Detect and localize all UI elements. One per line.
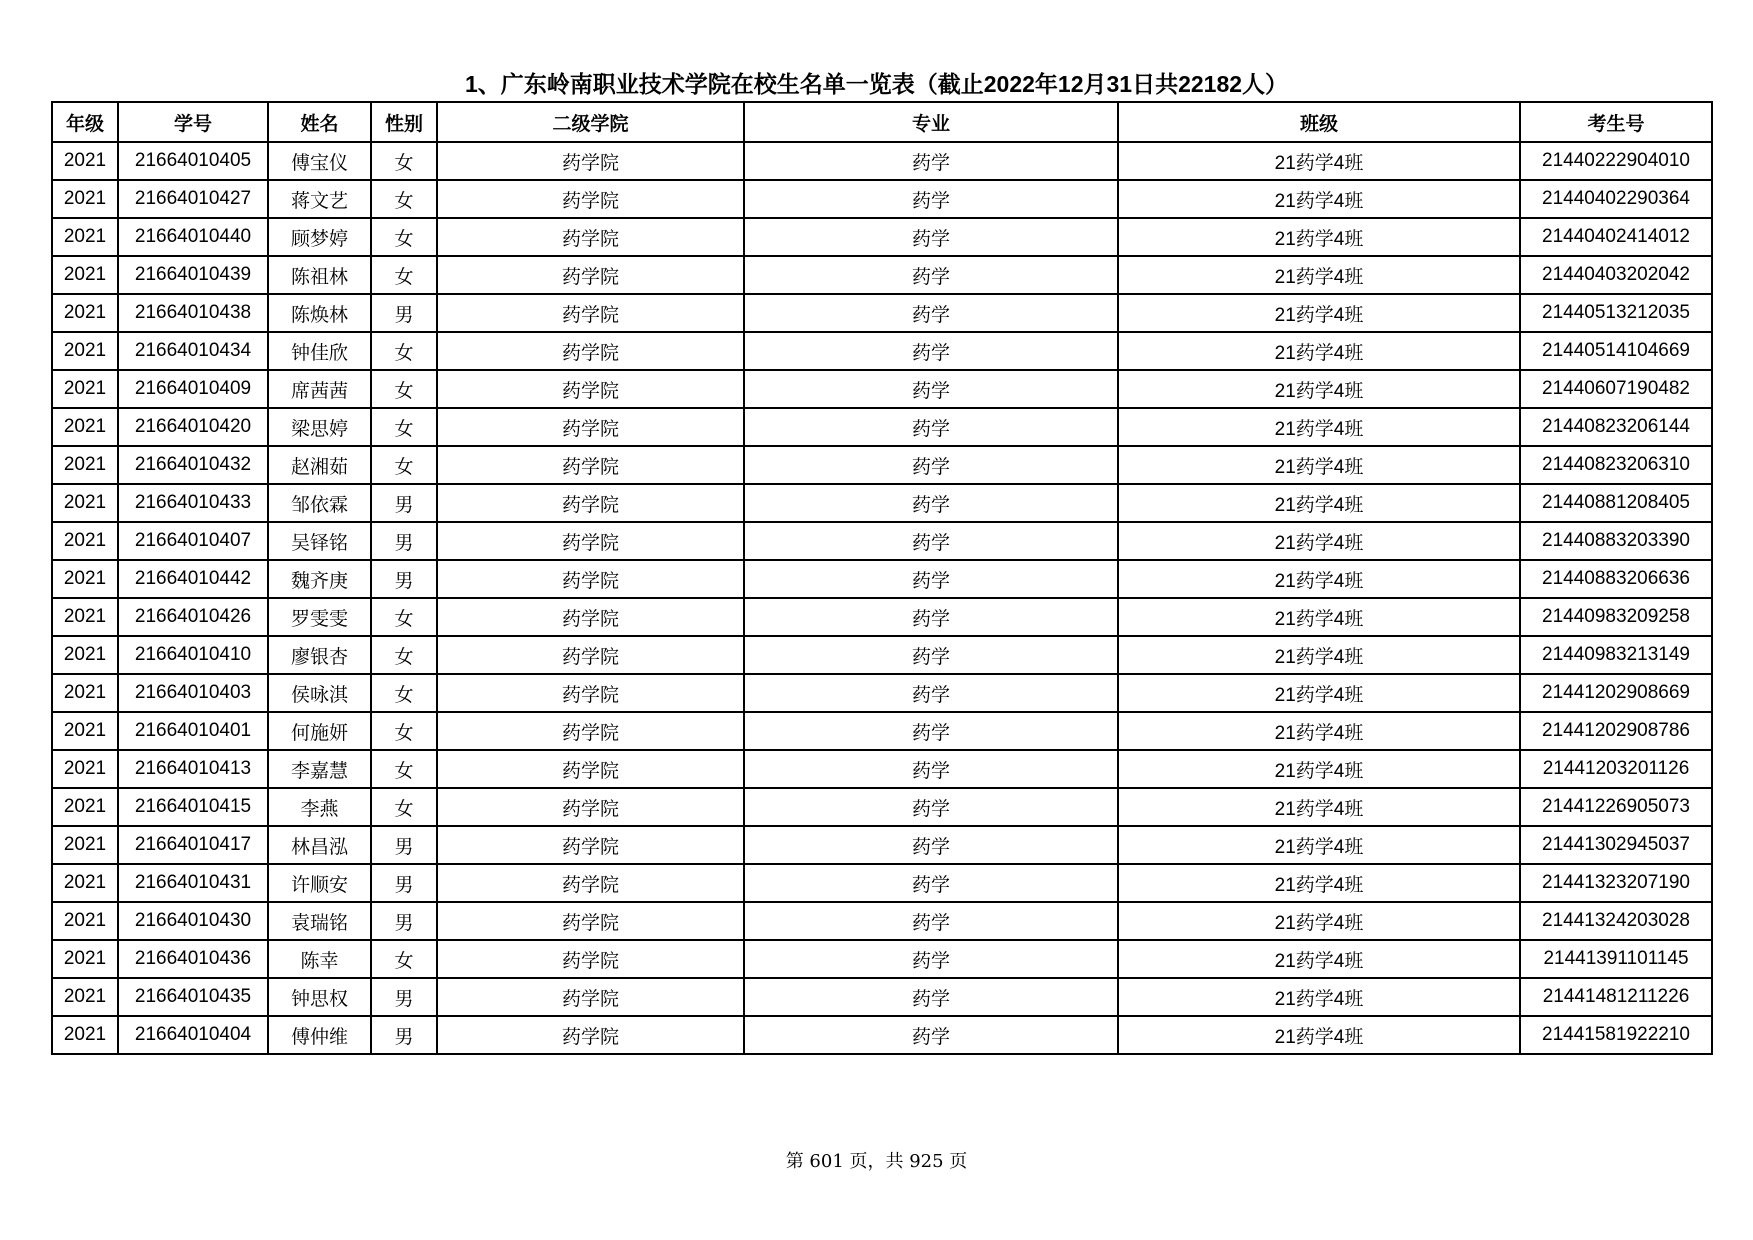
major-cell: 药学 — [744, 408, 1118, 446]
gender-cell: 男 — [371, 560, 437, 598]
gender-cell: 女 — [371, 218, 437, 256]
table-row — [52, 636, 1712, 674]
class-cell: 21药学4班 — [1118, 1016, 1520, 1054]
gender-cell: 女 — [371, 370, 437, 408]
col-header-grade: 年级 — [52, 102, 118, 142]
college-cell: 药学院 — [437, 826, 744, 864]
grade-cell: 2021 — [52, 902, 118, 940]
student-id-cell: 21664010434 — [118, 332, 268, 370]
name-cell: 李嘉慧 — [268, 750, 371, 788]
student-id-cell: 21664010417 — [118, 826, 268, 864]
gender-cell: 男 — [371, 826, 437, 864]
name-cell: 傅仲维 — [268, 1016, 371, 1054]
grade-cell: 2021 — [52, 788, 118, 826]
col-header-name: 姓名 — [268, 102, 371, 142]
col-header-exam-number: 考生号 — [1520, 102, 1712, 142]
class-cell: 21药学4班 — [1118, 332, 1520, 370]
gender-cell: 女 — [371, 142, 437, 180]
name-cell: 吴铎铭 — [268, 522, 371, 560]
gender-cell: 男 — [371, 864, 437, 902]
student-id-cell: 21664010404 — [118, 1016, 268, 1054]
college-cell: 药学院 — [437, 674, 744, 712]
name-cell: 赵湘茹 — [268, 446, 371, 484]
table-row — [52, 750, 1712, 788]
major-cell: 药学 — [744, 484, 1118, 522]
table-row — [52, 256, 1712, 294]
student-id-cell: 21664010432 — [118, 446, 268, 484]
student-id-cell: 21664010433 — [118, 484, 268, 522]
grade-cell: 2021 — [52, 750, 118, 788]
gender-cell: 女 — [371, 332, 437, 370]
college-cell: 药学院 — [437, 142, 744, 180]
student-id-cell: 21664010427 — [118, 180, 268, 218]
table-row — [52, 370, 1712, 408]
table-row — [52, 1016, 1712, 1054]
exam-number-cell: 21441203201126 — [1520, 750, 1712, 788]
name-cell: 邹依霖 — [268, 484, 371, 522]
major-cell: 药学 — [744, 940, 1118, 978]
class-cell: 21药学4班 — [1118, 370, 1520, 408]
table-row — [52, 598, 1712, 636]
page-footer: 第 601 页，共 925 页 — [785, 1151, 968, 1172]
gender-cell: 女 — [371, 446, 437, 484]
college-cell: 药学院 — [437, 902, 744, 940]
class-cell: 21药学4班 — [1118, 142, 1520, 180]
student-id-cell: 21664010420 — [118, 408, 268, 446]
student-id-cell: 21664010430 — [118, 902, 268, 940]
major-cell: 药学 — [744, 826, 1118, 864]
name-cell: 蒋文艺 — [268, 180, 371, 218]
class-cell: 21药学4班 — [1118, 446, 1520, 484]
major-cell: 药学 — [744, 674, 1118, 712]
major-cell: 药学 — [744, 750, 1118, 788]
college-cell: 药学院 — [437, 978, 744, 1016]
exam-number-cell: 21440881208405 — [1520, 484, 1712, 522]
student-id-cell: 21664010410 — [118, 636, 268, 674]
name-cell: 林昌泓 — [268, 826, 371, 864]
grade-cell: 2021 — [52, 560, 118, 598]
name-cell: 钟思权 — [268, 978, 371, 1016]
college-cell: 药学院 — [437, 1016, 744, 1054]
table-row — [52, 902, 1712, 940]
college-cell: 药学院 — [437, 218, 744, 256]
gender-cell: 男 — [371, 484, 437, 522]
col-header-student-id: 学号 — [118, 102, 268, 142]
grade-cell: 2021 — [52, 636, 118, 674]
exam-number-cell: 21440514104669 — [1520, 332, 1712, 370]
class-cell: 21药学4班 — [1118, 636, 1520, 674]
table-row — [52, 522, 1712, 560]
grade-cell: 2021 — [52, 864, 118, 902]
college-cell: 药学院 — [437, 636, 744, 674]
major-cell: 药学 — [744, 446, 1118, 484]
gender-cell: 女 — [371, 674, 437, 712]
major-cell: 药学 — [744, 370, 1118, 408]
table-row — [52, 142, 1712, 180]
class-cell: 21药学4班 — [1118, 256, 1520, 294]
student-id-cell: 21664010401 — [118, 712, 268, 750]
grade-cell: 2021 — [52, 712, 118, 750]
gender-cell: 男 — [371, 902, 437, 940]
gender-cell: 男 — [371, 522, 437, 560]
student-roster-table — [51, 101, 1713, 1055]
grade-cell: 2021 — [52, 370, 118, 408]
class-cell: 21药学4班 — [1118, 788, 1520, 826]
exam-number-cell: 21441226905073 — [1520, 788, 1712, 826]
gender-cell: 女 — [371, 408, 437, 446]
gender-cell: 女 — [371, 712, 437, 750]
class-cell: 21药学4班 — [1118, 484, 1520, 522]
name-cell: 魏齐庚 — [268, 560, 371, 598]
exam-number-cell: 21441323207190 — [1520, 864, 1712, 902]
student-id-cell: 21664010431 — [118, 864, 268, 902]
grade-cell: 2021 — [52, 294, 118, 332]
student-id-cell: 21664010442 — [118, 560, 268, 598]
exam-number-cell: 21440983213149 — [1520, 636, 1712, 674]
student-id-cell: 21664010439 — [118, 256, 268, 294]
student-id-cell: 21664010405 — [118, 142, 268, 180]
gender-cell: 女 — [371, 256, 437, 294]
class-cell: 21药学4班 — [1118, 712, 1520, 750]
gender-cell: 男 — [371, 1016, 437, 1054]
grade-cell: 2021 — [52, 940, 118, 978]
major-cell: 药学 — [744, 294, 1118, 332]
exam-number-cell: 21441202908669 — [1520, 674, 1712, 712]
student-id-cell: 21664010436 — [118, 940, 268, 978]
college-cell: 药学院 — [437, 370, 744, 408]
major-cell: 药学 — [744, 712, 1118, 750]
grade-cell: 2021 — [52, 142, 118, 180]
major-cell: 药学 — [744, 1016, 1118, 1054]
class-cell: 21药学4班 — [1118, 560, 1520, 598]
student-id-cell: 21664010415 — [118, 788, 268, 826]
exam-number-cell: 21441324203028 — [1520, 902, 1712, 940]
student-id-cell: 21664010409 — [118, 370, 268, 408]
name-cell: 钟佳欣 — [268, 332, 371, 370]
col-header-college: 二级学院 — [437, 102, 744, 142]
gender-cell: 男 — [371, 294, 437, 332]
class-cell: 21药学4班 — [1118, 180, 1520, 218]
college-cell: 药学院 — [437, 408, 744, 446]
college-cell: 药学院 — [437, 484, 744, 522]
major-cell: 药学 — [744, 332, 1118, 370]
name-cell: 陈幸 — [268, 940, 371, 978]
grade-cell: 2021 — [52, 484, 118, 522]
major-cell: 药学 — [744, 522, 1118, 560]
grade-cell: 2021 — [52, 218, 118, 256]
class-cell: 21药学4班 — [1118, 522, 1520, 560]
class-cell: 21药学4班 — [1118, 218, 1520, 256]
exam-number-cell: 21441481211226 — [1520, 978, 1712, 1016]
grade-cell: 2021 — [52, 1016, 118, 1054]
table-row — [52, 978, 1712, 1016]
name-cell: 何施妍 — [268, 712, 371, 750]
grade-cell: 2021 — [52, 256, 118, 294]
table-body — [52, 142, 1712, 1054]
college-cell: 药学院 — [437, 864, 744, 902]
grade-cell: 2021 — [52, 598, 118, 636]
gender-cell: 女 — [371, 598, 437, 636]
name-cell: 罗雯雯 — [268, 598, 371, 636]
class-cell: 21药学4班 — [1118, 940, 1520, 978]
college-cell: 药学院 — [437, 712, 744, 750]
col-header-major: 专业 — [744, 102, 1118, 142]
college-cell: 药学院 — [437, 560, 744, 598]
major-cell: 药学 — [744, 788, 1118, 826]
college-cell: 药学院 — [437, 598, 744, 636]
major-cell: 药学 — [744, 864, 1118, 902]
table-row — [52, 560, 1712, 598]
name-cell: 陈焕林 — [268, 294, 371, 332]
grade-cell: 2021 — [52, 674, 118, 712]
class-cell: 21药学4班 — [1118, 674, 1520, 712]
college-cell: 药学院 — [437, 294, 744, 332]
student-id-cell: 21664010426 — [118, 598, 268, 636]
class-cell: 21药学4班 — [1118, 750, 1520, 788]
col-header-class: 班级 — [1118, 102, 1520, 142]
exam-number-cell: 21440402290364 — [1520, 180, 1712, 218]
class-cell: 21药学4班 — [1118, 826, 1520, 864]
name-cell: 许顺安 — [268, 864, 371, 902]
college-cell: 药学院 — [437, 750, 744, 788]
major-cell: 药学 — [744, 256, 1118, 294]
exam-number-cell: 21440222904010 — [1520, 142, 1712, 180]
grade-cell: 2021 — [52, 978, 118, 1016]
col-header-gender: 性别 — [371, 102, 437, 142]
name-cell: 席茜茜 — [268, 370, 371, 408]
table-row — [52, 180, 1712, 218]
grade-cell: 2021 — [52, 446, 118, 484]
class-cell: 21药学4班 — [1118, 864, 1520, 902]
gender-cell: 女 — [371, 940, 437, 978]
table-row — [52, 484, 1712, 522]
name-cell: 傅宝仪 — [268, 142, 371, 180]
gender-cell: 女 — [371, 636, 437, 674]
name-cell: 陈祖林 — [268, 256, 371, 294]
student-id-cell: 21664010413 — [118, 750, 268, 788]
grade-cell: 2021 — [52, 408, 118, 446]
gender-cell: 女 — [371, 788, 437, 826]
college-cell: 药学院 — [437, 256, 744, 294]
table-row — [52, 674, 1712, 712]
major-cell: 药学 — [744, 636, 1118, 674]
table-row — [52, 826, 1712, 864]
exam-number-cell: 21441202908786 — [1520, 712, 1712, 750]
name-cell: 袁瑞铭 — [268, 902, 371, 940]
class-cell: 21药学4班 — [1118, 408, 1520, 446]
gender-cell: 女 — [371, 180, 437, 218]
student-id-cell: 21664010403 — [118, 674, 268, 712]
name-cell: 梁思婷 — [268, 408, 371, 446]
grade-cell: 2021 — [52, 180, 118, 218]
table-row — [52, 408, 1712, 446]
exam-number-cell: 21440823206310 — [1520, 446, 1712, 484]
student-id-cell: 21664010435 — [118, 978, 268, 1016]
class-cell: 21药学4班 — [1118, 978, 1520, 1016]
exam-number-cell: 21440883203390 — [1520, 522, 1712, 560]
major-cell: 药学 — [744, 560, 1118, 598]
major-cell: 药学 — [744, 180, 1118, 218]
student-id-cell: 21664010440 — [118, 218, 268, 256]
major-cell: 药学 — [744, 598, 1118, 636]
table-row — [52, 712, 1712, 750]
table-header-row — [52, 102, 1712, 142]
major-cell: 药学 — [744, 142, 1118, 180]
college-cell: 药学院 — [437, 446, 744, 484]
exam-number-cell: 21441581922210 — [1520, 1016, 1712, 1054]
college-cell: 药学院 — [437, 180, 744, 218]
college-cell: 药学院 — [437, 940, 744, 978]
table-row — [52, 218, 1712, 256]
exam-number-cell: 21441391101145 — [1520, 940, 1712, 978]
name-cell: 李燕 — [268, 788, 371, 826]
major-cell: 药学 — [744, 902, 1118, 940]
exam-number-cell: 21440513212035 — [1520, 294, 1712, 332]
gender-cell: 女 — [371, 750, 437, 788]
exam-number-cell: 21440823206144 — [1520, 408, 1712, 446]
college-cell: 药学院 — [437, 788, 744, 826]
college-cell: 药学院 — [437, 332, 744, 370]
name-cell: 侯咏淇 — [268, 674, 371, 712]
table-row — [52, 332, 1712, 370]
exam-number-cell: 21440983209258 — [1520, 598, 1712, 636]
grade-cell: 2021 — [52, 332, 118, 370]
grade-cell: 2021 — [52, 826, 118, 864]
major-cell: 药学 — [744, 218, 1118, 256]
gender-cell: 男 — [371, 978, 437, 1016]
page-title: 1、广东岭南职业技术学院在校生名单一览表（截止2022年12月31日共22182人） — [464, 71, 1289, 97]
class-cell: 21药学4班 — [1118, 598, 1520, 636]
name-cell: 廖银杏 — [268, 636, 371, 674]
class-cell: 21药学4班 — [1118, 902, 1520, 940]
table-row — [52, 940, 1712, 978]
table-row — [52, 294, 1712, 332]
college-cell: 药学院 — [437, 522, 744, 560]
exam-number-cell: 21440403202042 — [1520, 256, 1712, 294]
exam-number-cell: 21440607190482 — [1520, 370, 1712, 408]
table-row — [52, 446, 1712, 484]
exam-number-cell: 21441302945037 — [1520, 826, 1712, 864]
table-row — [52, 864, 1712, 902]
student-id-cell: 21664010438 — [118, 294, 268, 332]
exam-number-cell: 21440402414012 — [1520, 218, 1712, 256]
student-id-cell: 21664010407 — [118, 522, 268, 560]
table-row — [52, 788, 1712, 826]
class-cell: 21药学4班 — [1118, 294, 1520, 332]
name-cell: 顾梦婷 — [268, 218, 371, 256]
grade-cell: 2021 — [52, 522, 118, 560]
major-cell: 药学 — [744, 978, 1118, 1016]
exam-number-cell: 21440883206636 — [1520, 560, 1712, 598]
